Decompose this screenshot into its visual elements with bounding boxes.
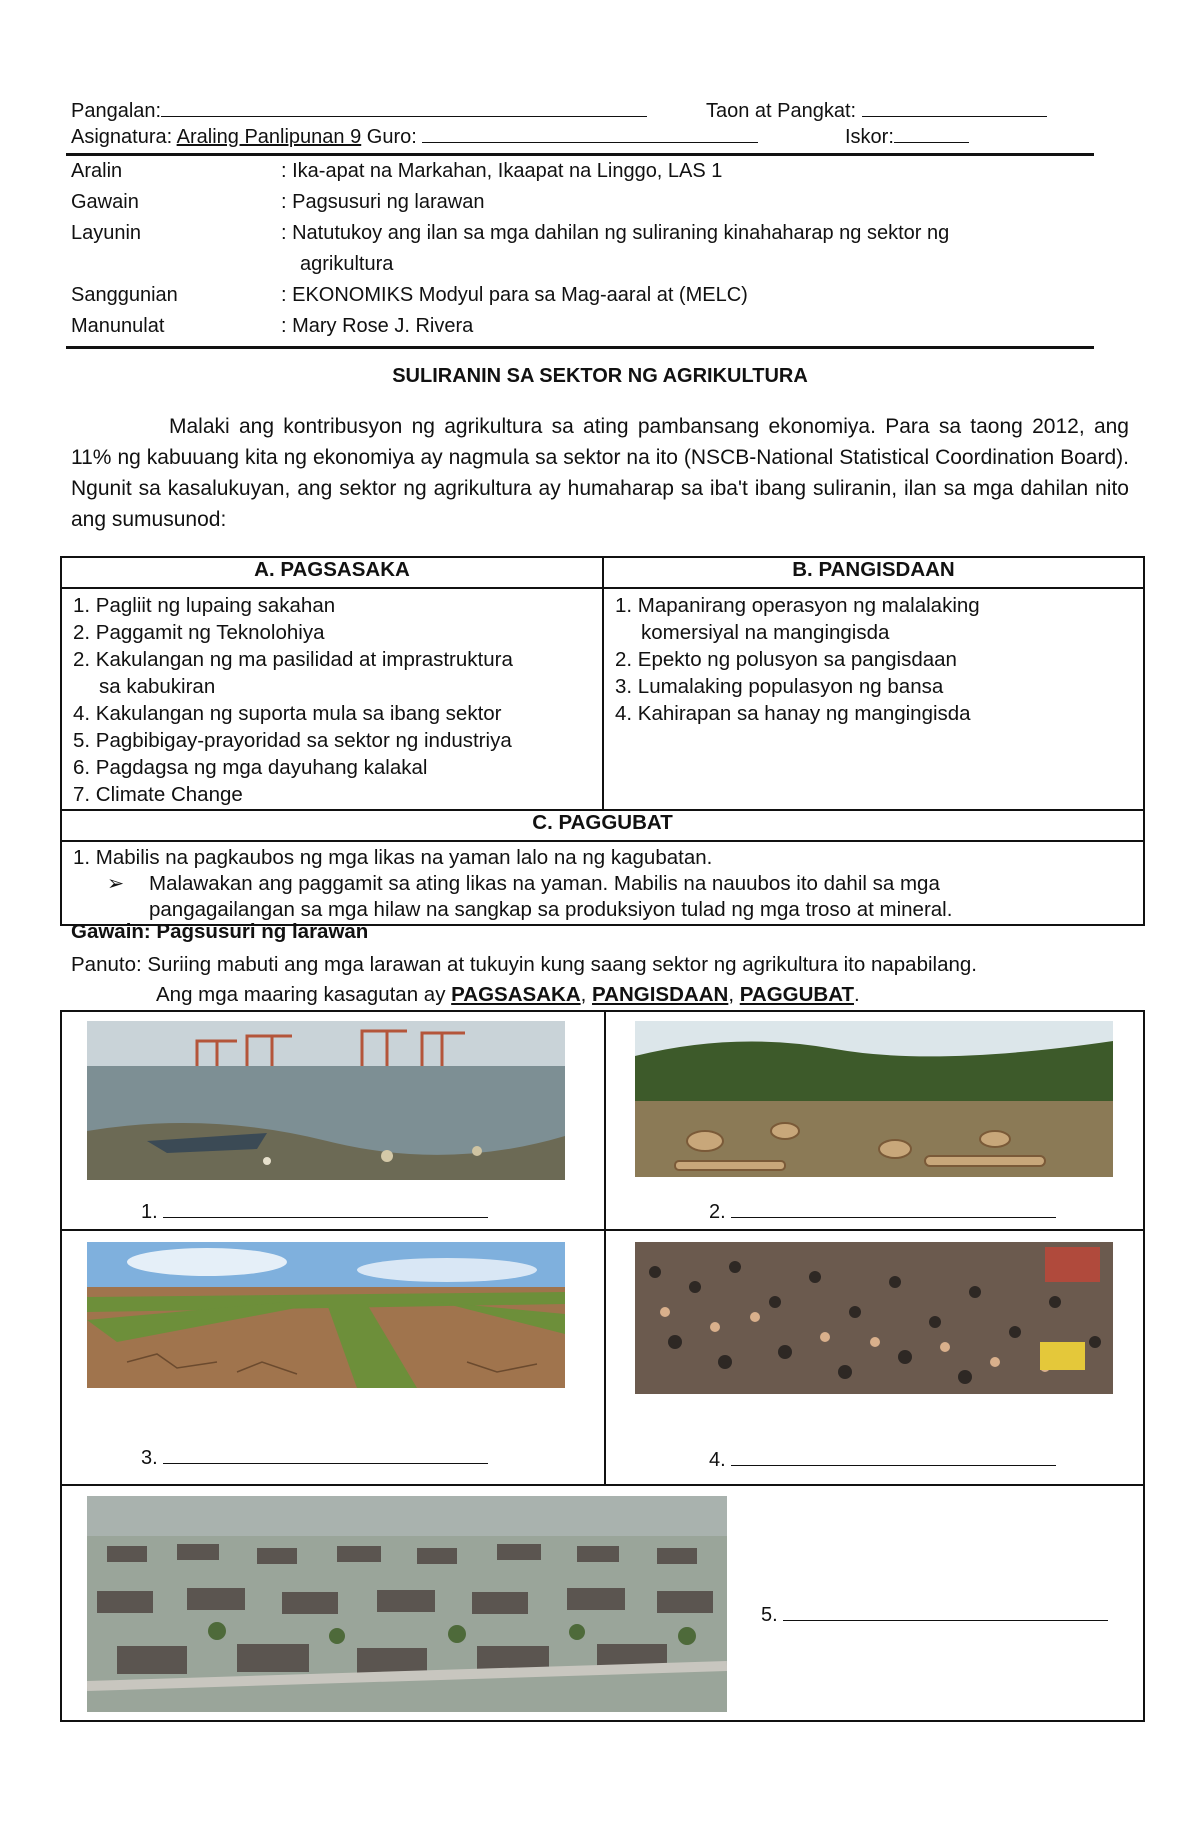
photo-polluted-port bbox=[87, 1021, 565, 1180]
answer-blank-4[interactable] bbox=[731, 1447, 1056, 1466]
separator: , bbox=[580, 983, 587, 1006]
score-label: Iskor: bbox=[845, 126, 894, 148]
info-label-gawain: Gawain bbox=[71, 191, 139, 213]
problems-table bbox=[60, 556, 1145, 926]
answer-number: 5. bbox=[761, 1604, 778, 1626]
page-title: SULIRANIN SA SEKTOR NG AGRIKULTURA bbox=[392, 365, 808, 387]
grade-row bbox=[706, 98, 1047, 123]
teacher-blank[interactable] bbox=[422, 124, 758, 143]
choice-pagsasaka: PAGSASAKA bbox=[451, 983, 581, 1006]
list-item: 6. Pagdagsa ng mga dayuhang kalakal bbox=[73, 756, 428, 779]
info-value-manunulat: : Mary Rose J. Rivera bbox=[281, 315, 474, 337]
list-item: 7. Climate Change bbox=[73, 783, 243, 806]
header-divider bbox=[66, 153, 1094, 156]
choice-paggubat: PAGGUBAT bbox=[739, 983, 854, 1006]
col-b-cell bbox=[603, 588, 1144, 810]
list-item: 1. Pagliit ng lupaing sakahan bbox=[73, 594, 336, 617]
answer-number: 2. bbox=[709, 1201, 726, 1223]
answer-4 bbox=[709, 1447, 1056, 1472]
choices-prefix: Ang mga maaring kasagutan ay bbox=[156, 983, 446, 1006]
col-a-header: A. PAGSASAKA bbox=[61, 557, 603, 588]
col-a-cell bbox=[61, 588, 603, 810]
info-label-manunulat: Manunulat bbox=[71, 315, 165, 337]
answer-3 bbox=[141, 1445, 488, 1470]
grid-divider-v bbox=[604, 1012, 606, 1486]
teacher-label: Guro: bbox=[366, 126, 417, 148]
answer-blank-1[interactable] bbox=[163, 1199, 488, 1218]
answer-number: 4. bbox=[709, 1449, 726, 1471]
col-b-header: B. PANGISDAAN bbox=[603, 557, 1144, 588]
answer-blank-2[interactable] bbox=[731, 1199, 1056, 1218]
answer-number: 1. bbox=[141, 1201, 158, 1223]
list-item: 4. Kahirapan sa hanay ng mangingisda bbox=[615, 702, 971, 725]
grade-blank[interactable] bbox=[862, 98, 1047, 117]
grade-label: Taon at Pangkat: bbox=[706, 100, 857, 122]
c-item: 1. Mabilis na pagkaubos ng mga likas na yaman lalo na ng kagubatan. bbox=[73, 846, 713, 869]
col-c-cell bbox=[61, 841, 1144, 925]
c-bullet-line-1: Malawakan ang paggamit sa ating likas na yaman. Mabilis na nauubos ito dahil sa mga bbox=[149, 872, 940, 895]
list-item: 2. Kakulangan ng ma pasilidad at imprastruktura bbox=[73, 648, 513, 671]
answer-number: 3. bbox=[141, 1447, 158, 1469]
activity-title: Gawain: Pagsusuri ng larawan bbox=[71, 920, 369, 943]
info-label-aralin: Aralin bbox=[71, 160, 123, 182]
picture-grid bbox=[60, 1010, 1145, 1722]
col-c-header: C. PAGGUBAT bbox=[61, 810, 1144, 841]
info-value-layunin: : Natutukoy ang ilan sa mga dahilan ng suliraning kinahaharap ng sektor ng bbox=[281, 222, 950, 244]
list-item: 1. Mapanirang operasyon ng malalaking bbox=[615, 594, 980, 617]
name-row bbox=[71, 98, 647, 123]
info-value-aralin: : Ika-apat na Markahan, Ikaapat na Linggo, LAS 1 bbox=[281, 160, 723, 182]
choice-pangisdaan: PANGISDAAN bbox=[592, 983, 729, 1006]
subject-value: Araling Panlipunan 9 bbox=[176, 126, 362, 148]
name-label: Pangalan: bbox=[71, 100, 162, 122]
photo-drought-field bbox=[87, 1242, 565, 1388]
photo-housing-subdivision bbox=[87, 1496, 727, 1712]
list-item: 4. Kakulangan ng suporta mula sa ibang sektor bbox=[73, 702, 502, 725]
activity-instruction: Panuto: Suriing mabuti ang mga larawan at tukuyin kung saang sektor ng agrikultura ito napabilang. bbox=[71, 953, 977, 976]
score-row bbox=[845, 124, 969, 149]
name-blank[interactable] bbox=[161, 98, 647, 117]
list-item: komersiyal na mangingisda bbox=[641, 621, 890, 644]
info-label-layunin: Layunin bbox=[71, 222, 142, 244]
info-label-sanggunian: Sanggunian bbox=[71, 284, 178, 306]
info-divider bbox=[66, 346, 1094, 349]
list-item: sa kabukiran bbox=[99, 675, 216, 698]
choices-line bbox=[156, 983, 860, 1007]
photo-logged-forest bbox=[635, 1021, 1113, 1177]
arrow-bullet-icon: ➢ bbox=[107, 872, 125, 895]
period: . bbox=[854, 983, 860, 1006]
list-item: 2. Paggamit ng Teknolohiya bbox=[73, 621, 325, 644]
list-item: 5. Pagbibigay-prayoridad sa sektor ng industriya bbox=[73, 729, 512, 752]
subject-label: Asignatura: bbox=[71, 126, 173, 148]
grid-divider-h1 bbox=[62, 1229, 1143, 1231]
list-item: 3. Lumalaking populasyon ng bansa bbox=[615, 675, 944, 698]
answer-1 bbox=[141, 1199, 488, 1224]
info-value-layunin-cont: agrikultura bbox=[300, 253, 394, 275]
info-value-sanggunian: : EKONOMIKS Modyul para sa Mag-aaral at (MELC) bbox=[281, 284, 748, 306]
subject-row bbox=[71, 124, 758, 149]
answer-blank-5[interactable] bbox=[783, 1602, 1108, 1621]
answer-blank-3[interactable] bbox=[163, 1445, 488, 1464]
answer-2 bbox=[709, 1199, 1056, 1224]
separator: , bbox=[728, 983, 735, 1006]
c-bullet-line-2: pangagailangan sa mga hilaw na sangkap sa produksiyon tulad ng mga troso at mineral. bbox=[149, 898, 953, 921]
info-value-gawain: : Pagsusuri ng larawan bbox=[281, 191, 485, 213]
score-blank[interactable] bbox=[894, 124, 969, 143]
list-item: 2. Epekto ng polusyon sa pangisdaan bbox=[615, 648, 957, 671]
answer-5 bbox=[761, 1602, 1108, 1627]
photo-crowd bbox=[635, 1242, 1113, 1394]
intro-paragraph: Malaki ang kontribusyon ng agrikultura sa ating pambansang ekonomiya. Para sa taong 2012, ang 11% ng kabuuang kita ng ekonomiya ay nagmula sa sektor na ito (NSCB-National Statistical Coordination Board). Ngunit sa kasalukuyan, ang sektor ng agrikultura ay humaharap sa iba't ibang suliranin, ilan sa mga dahilan nito ang sumusunod: bbox=[71, 415, 1129, 531]
grid-divider-h2 bbox=[62, 1484, 1143, 1486]
